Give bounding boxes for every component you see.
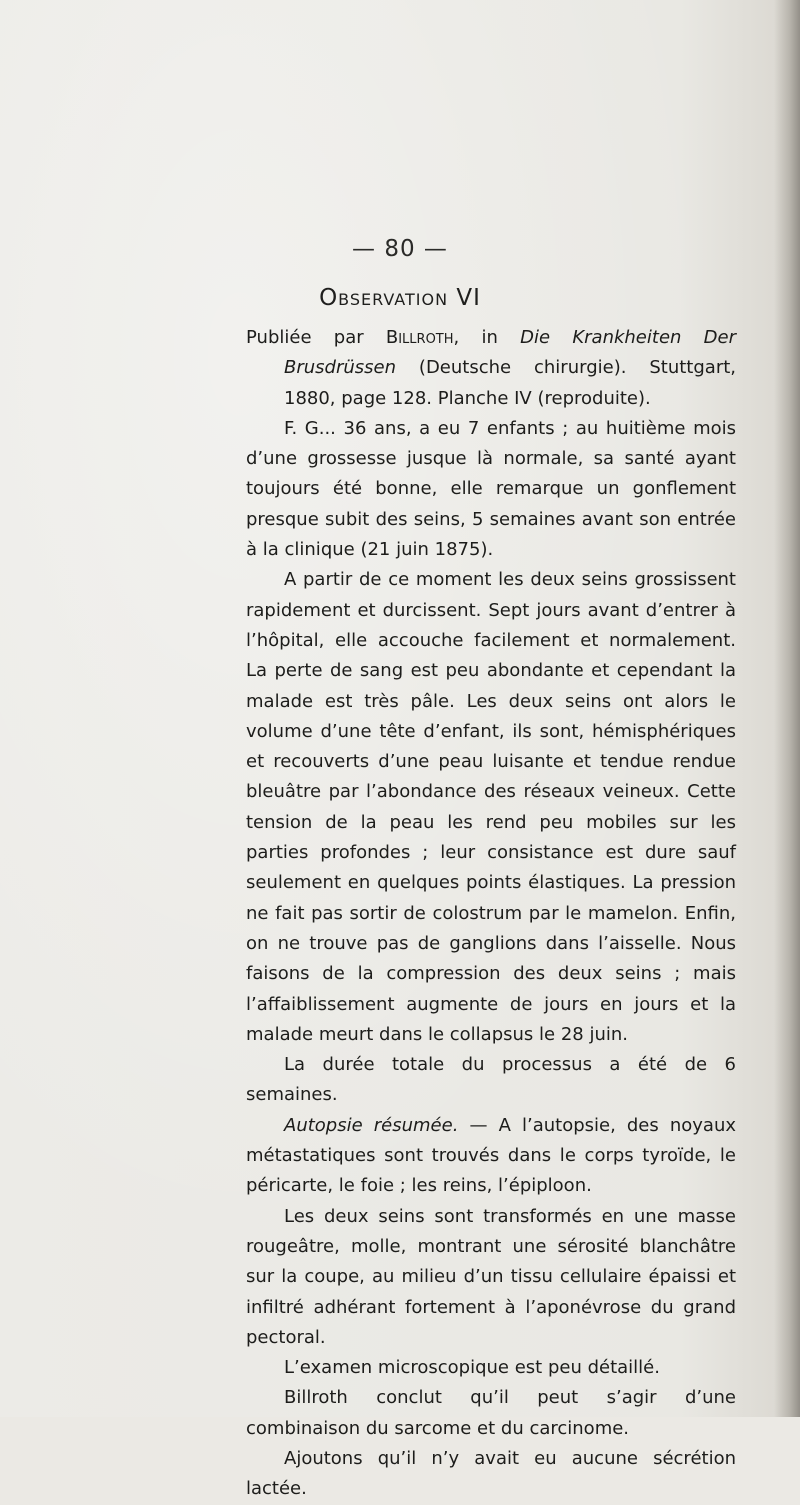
paragraph-findings: Les deux seins sont transformés en une masse rougeâtre, molle, montrant une sérosité blanchâtre sur la coupe, au milieu d’un tissu cellulaire épaissi et infiltré adhérant fortement à l’aponévrose du grand pectoral. <box>246 1205 736 1348</box>
citation-suffix: (Deutsche chirurgie). Stuttgart, 1880, page 128. Planche IV (reproduite). <box>284 357 736 409</box>
page-number: — 80 — <box>352 236 448 262</box>
citation-title: Die Krankheiten Der Brusdrüssen <box>284 327 737 379</box>
paragraph-autopsy <box>246 1111 736 1202</box>
paragraph-duration: La durée totale du processus a été de 6 semaines. <box>246 1054 736 1106</box>
observation-heading: Observation VI <box>319 285 481 311</box>
autopsy-label: Autopsie résumée. <box>284 1114 459 1136</box>
paragraph-microscopy: L’examen microscopique est peu détaillé. <box>284 1357 660 1379</box>
paragraph-clinical-course: A partir de ce moment les deux seins grossissent rapidement et durcissent. Sept jours avant d’entrer à l’hôpital, elle accouche facilement et normalement. La perte de sang est peu abondante et cependant la malade est très pâle. Les deux seins ont alors le volume d’une tête d’enfant, ils sont, hémisphériques et recouverts d’une peau luisante et tendue rendue bleuâtre par l’abondance des réseaux veineux. Cette tension de la peau les rend peu mobiles sur les parties profondes ; leur consistance est dure sauf seulement en quelques points élastiques. La pression ne fait pas sortir de colostrum par le mamelon. Enfin, on ne trouve pas de ganglions dans l’aisselle. Nous faisons de la compression des deux seins ; mais l’affaiblissement augmente de jours en jours et la malade meurt dans le collapsus le 28 juin. <box>246 569 736 1045</box>
autopsy-text: — A l’autopsie, des noyaux métastatiques sont trouvés dans le corps tyroïde, le péricarte, le foie ; les reins, l’épiploon. <box>246 1114 737 1197</box>
page-edge-shadow <box>774 0 800 1417</box>
citation-mid: , in <box>453 327 521 348</box>
citation-prefix: Publiée par <box>246 327 386 348</box>
paragraph-case-intro: F. G... 36 ans, a eu 7 enfants ; au huitième mois d’une grossesse jusque là normale, sa santé ayant toujours été bonne, elle remarque un gonflement presque subit des seins, 5 semaines avant son entrée à la clinique (21 juin 1875). <box>246 417 736 561</box>
paragraph-conclusion: Billroth conclut qu’il peut s’agir d’une combinaison du sarcome et du carcinome. <box>246 1387 736 1439</box>
paragraph-lactation-note: Ajoutons qu’il n’y avait eu aucune sécrétion lactée. <box>246 1447 736 1500</box>
citation-author: Billroth <box>385 327 454 348</box>
source-citation <box>246 323 736 414</box>
body-text <box>246 323 736 1505</box>
